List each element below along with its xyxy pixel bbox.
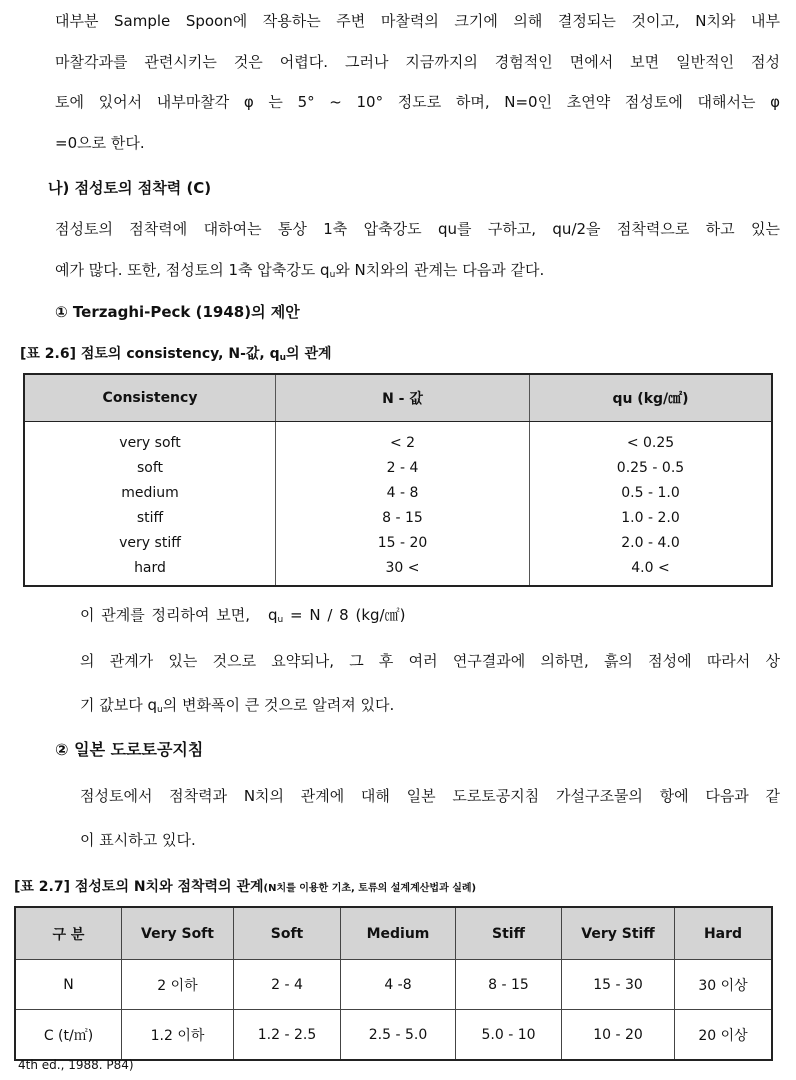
intro-line: 대부분 Sample Spoon에 작용하는 주변 마찰력의 크기에 의해 결정되는 것이고, N치와 내부 xyxy=(55,12,780,30)
table-cell: 0.25 - 0.5 xyxy=(616,460,685,476)
table-cell: 4.0 < xyxy=(631,560,670,576)
table-cell: 1.0 - 2.0 xyxy=(621,510,680,526)
row-header: N xyxy=(15,960,122,1010)
cohesion-paragraph xyxy=(55,209,780,290)
section-heading: 나) 점성토의 점착력 (C) xyxy=(48,179,212,197)
table-cell: 2.0 - 4.0 xyxy=(621,535,680,551)
formula-line: 이 관계를 정리하여 보면, $q_u = N / 8$ (kg/㎠) xyxy=(80,606,406,625)
table-cell: hard xyxy=(134,560,166,576)
table-cell: very stiff xyxy=(119,535,181,551)
summary-line: 기 값보다 $q_u$의 변화폭이 큰 것으로 알려져 있다. xyxy=(80,696,395,715)
table-cell: 10 - 20 xyxy=(562,1010,675,1061)
consistency-column xyxy=(24,422,276,587)
consistency-table xyxy=(23,373,773,587)
table-cell: 2 - 4 xyxy=(386,460,419,476)
guideline-line: 점성토에서 점착력과 N치의 관계에 대해 일본 도로토공지침 가설구조물의 항에 다음과 같 xyxy=(80,787,780,805)
table-cell: 1.2 - 2.5 xyxy=(234,1010,341,1061)
table-cell: 4 - 8 xyxy=(386,485,419,501)
column-header: 구 분 xyxy=(15,907,122,960)
row-header: C (t/㎡) xyxy=(15,1010,122,1061)
table-cell: 15 - 20 xyxy=(377,535,428,551)
table-cell: < 0.25 xyxy=(626,435,675,451)
column-header: Very Stiff xyxy=(562,907,675,960)
table-cell: very soft xyxy=(119,435,181,451)
table-caption: [표 2.7] 점성토의 N치와 점착력의 관계(N치를 이용한 기초, 토류의 설계계산법과 실례) xyxy=(14,879,477,895)
table-row xyxy=(15,1010,772,1061)
item-heading: ② 일본 도로토공지침 xyxy=(55,740,204,759)
column-header: Hard xyxy=(675,907,773,960)
cohesion-line: 예가 많다. 또한, 점성토의 1축 압축강도 $q_u$와 N치와의 관계는 다음과 같다. xyxy=(55,260,545,280)
table-cell: 2 - 4 xyxy=(234,960,341,1010)
table-cell: 30 < xyxy=(385,560,420,576)
table-cell: stiff xyxy=(136,510,164,526)
column-header: N - 값 xyxy=(276,374,530,422)
table-cell: 15 - 30 xyxy=(562,960,675,1010)
column-header: Medium xyxy=(341,907,456,960)
source-footnote: 4th ed., 1988. P84) xyxy=(18,1058,134,1072)
column-header: Consistency xyxy=(24,374,276,422)
intro-line: 마찰각과를 관련시키는 것은 어렵다. 그러나 지금까지의 경험적인 면에서 보면 일반적인 점성 xyxy=(55,52,780,71)
cohesion-table xyxy=(14,906,773,1061)
table-cell: 30 이상 xyxy=(675,960,773,1010)
column-header: Very Soft xyxy=(122,907,234,960)
summary-line: 의 관계가 있는 것으로 요약되나, 그 후 여러 연구결과에 의하면, 흙의 점성에 따라서 상 xyxy=(80,652,780,670)
intro-line: =0으로 한다. xyxy=(55,133,145,152)
column-header: qu (kg/㎠) xyxy=(530,374,773,422)
item-heading: ① Terzaghi-Peck (1948)의 제안 xyxy=(55,303,300,321)
table-cell: 5.0 - 10 xyxy=(456,1010,562,1061)
table-cell: 4 -8 xyxy=(341,960,456,1010)
qu-column xyxy=(530,422,773,587)
table-cell: 1.2 이하 xyxy=(122,1010,234,1061)
guideline-paragraph xyxy=(80,774,780,862)
intro-paragraph xyxy=(55,1,780,163)
table-cell: 2 이하 xyxy=(122,960,234,1010)
table-cell: 2.5 - 5.0 xyxy=(341,1010,456,1061)
table-row xyxy=(24,422,772,587)
table-cell: 20 이상 xyxy=(675,1010,773,1061)
cohesion-line: 점성토의 점착력에 대하여는 통상 1축 압축강도 qu를 구하고, qu/2을 점착력으로 하고 있는 xyxy=(55,220,780,238)
table-cell: 8 - 15 xyxy=(456,960,562,1010)
intro-line: 토에 있어서 내부마찰각 φ 는 5° ~ 10° 정도로 하며, N=0인 초연약 점성토에 대해서는 φ xyxy=(55,93,780,111)
table-caption: [표 2.6] 점토의 consistency, N-값, $q_u$의 관계 xyxy=(20,346,332,363)
table-row xyxy=(15,960,772,1010)
column-header: Stiff xyxy=(456,907,562,960)
table-cell: 8 - 15 xyxy=(382,510,423,526)
table-cell: soft xyxy=(136,460,164,476)
table-cell: < 2 xyxy=(389,435,416,451)
column-header: Soft xyxy=(234,907,341,960)
table-cell: medium xyxy=(121,485,179,501)
guideline-line: 이 표시하고 있다. xyxy=(80,831,196,849)
table-cell: 0.5 - 1.0 xyxy=(621,485,680,501)
summary-paragraph xyxy=(80,639,780,727)
n-value-column xyxy=(276,422,530,587)
